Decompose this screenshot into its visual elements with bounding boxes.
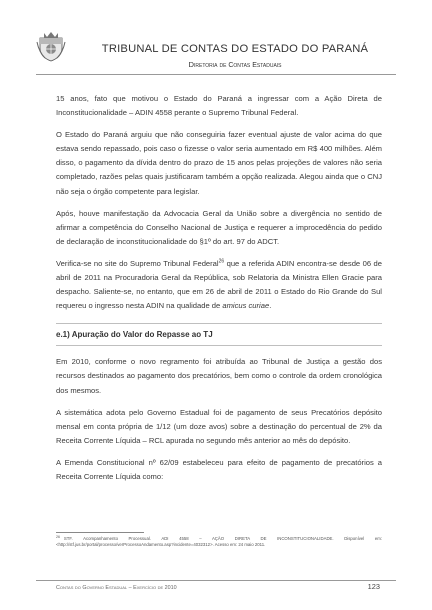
footnote-marker: 26 <box>56 534 60 539</box>
paragraph: Em 2010, conforme o novo regramento foi atribuída ao Tribunal de Justiça a gestão dos recursos destinados ao pagamento dos precatórios, bem como o controle da ordem cronológica dos mesmos. <box>56 357 382 395</box>
section-heading: e.1) Apuração do Valor do Repasse ao TJ <box>56 323 382 346</box>
paragraph-text: Verifica-se no site do Supremo Tribunal Federal <box>56 258 219 268</box>
paragraph-italic-term: amicus curiae <box>222 301 270 311</box>
paragraph: Após, houve manifestação da Advocacia Geral da União sobre a divergência no sentido de afirmar a competência do Conselho Nacional de Justiça e requerer a improcedência do pedido de declaração de inconstitucionalidade do §1º do art. 97 do ADCT. <box>56 208 382 246</box>
page-header-subtitle: Diretoria de Contas Estaduais <box>188 60 282 69</box>
footer-divider <box>36 580 396 581</box>
footer-caption: Contas do Governo Estadual – Exercício de 2010 <box>56 585 177 591</box>
header-divider <box>36 74 396 75</box>
parana-coat-of-arms-icon <box>36 30 66 62</box>
document-body <box>56 92 382 492</box>
footnote-text: STF. Acompanhamento Processual. ADI 4558 – AÇÃO DIRETA DE INCONSTITUCIONALIDADE. Disponível em: <http://stf.jus.br/portal/processo/verProcessoAndamento.asp?incidente=4032312>. Acesso em: 24 maio 2011. <box>56 536 382 547</box>
paragraph: O Estado do Paraná arguiu que não conseguiria fazer eventual ajuste de valor acima do que estava sendo repassado, pois caso o fizesse o valor seria aumentado em R$ 400 milhões. Além disso, o pagamento da dívida dentro do prazo de 15 anos pelas projeções de valores não seria completado, razões pelas quais justificaram também a opção realizada. Alegou ainda que o CNJ não seja o órgão competente para legislar. <box>56 130 382 196</box>
footnote-divider <box>56 532 144 533</box>
page-header-title: TRIBUNAL DE CONTAS DO ESTADO DO PARANÁ <box>101 43 369 55</box>
paragraph-text: que a referida ADIN encontra-se desde 06 de abril de 2011 na Procuradoria Geral da República, sob Relatoria da Ministra Ellen Gracie para despacho. Saliente-se, no entanto, que em 26 de abril de 2011 o Estado do Rio Grande do Sul requereu o ingresso nesta ADIN na qualidade de <box>56 258 382 311</box>
paragraph <box>56 257 382 313</box>
paragraph: A sistemática adota pelo Governo Estadual foi de pagamento de seus Precatórios depósito mensal em conta própria de 1/12 (um doze avos) sobre a destinação do percentual de 2% da Receita Corrente Líquida – RCL apurada no segundo mês anterior ao mês do depósito. <box>56 407 382 445</box>
page-number: 123 <box>367 582 380 591</box>
paragraph: 15 anos, fato que motivou o Estado do Paraná a ingressar com a Ação Direta de Inconstitucionalidade – ADIN 4558 perante o Supremo Tribunal Federal. <box>56 94 382 118</box>
footnote-reference: 26 <box>218 258 225 265</box>
footnote <box>56 536 382 548</box>
paragraph: A Emenda Constitucional nº 62/09 estabeleceu para efeito de pagamento de precatórios a Receita Corrente Líquida como: <box>56 457 382 481</box>
paragraph-text: . <box>269 301 272 311</box>
